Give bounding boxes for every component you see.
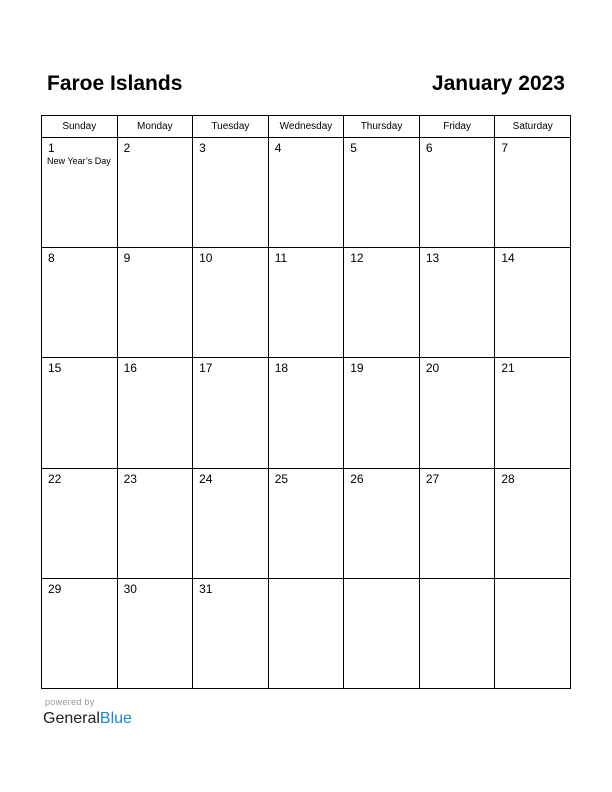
holiday-label: New Year’s Day — [47, 156, 111, 166]
day-number: 20 — [425, 361, 440, 376]
day-number: 1 — [48, 141, 55, 155]
empty-day-cell — [419, 578, 495, 688]
day-number: 15 — [48, 361, 62, 376]
day-cell — [495, 138, 571, 248]
day-cell — [193, 138, 269, 248]
day-number: 12 — [350, 251, 364, 266]
day-cell — [419, 468, 495, 578]
month-year-title: January 2023 — [431, 72, 565, 95]
week-row — [42, 248, 571, 358]
day-number: 24 — [199, 471, 213, 486]
day-cell — [268, 138, 344, 248]
day-cell — [268, 248, 344, 358]
day-number: 10 — [199, 251, 213, 266]
day-cell — [344, 248, 420, 358]
day-cell — [495, 358, 571, 468]
day-cell — [42, 358, 118, 468]
day-number: 6 — [425, 141, 433, 155]
country-title: Faroe Islands — [47, 72, 183, 95]
weekday-header-wednesday: Wednesday — [268, 116, 344, 138]
week-row — [42, 578, 571, 688]
day-cell — [419, 248, 495, 358]
day-cell — [344, 358, 420, 468]
day-cell — [193, 578, 269, 688]
day-number: 13 — [425, 251, 440, 266]
day-cell — [117, 138, 193, 248]
day-number: 7 — [501, 141, 509, 155]
day-cell — [42, 468, 118, 578]
empty-day-cell — [495, 578, 571, 688]
week-row — [42, 358, 571, 468]
day-number: 17 — [199, 361, 213, 376]
week-row — [42, 468, 571, 578]
day-number: 4 — [274, 141, 282, 155]
day-cell — [495, 248, 571, 358]
empty-day-cell — [268, 578, 344, 688]
powered-by-label: powered by — [45, 697, 95, 707]
day-number: 27 — [425, 471, 440, 486]
day-number: 9 — [123, 251, 131, 266]
day-number: 8 — [48, 251, 55, 266]
day-cell — [42, 248, 118, 358]
day-number: 25 — [274, 471, 289, 486]
day-cell — [193, 248, 269, 358]
day-number: 28 — [501, 471, 515, 486]
week-row — [42, 138, 571, 248]
day-number: 26 — [350, 471, 364, 486]
weekday-header-saturday: Saturday — [495, 116, 571, 138]
day-number: 19 — [350, 361, 364, 376]
day-number: 16 — [123, 361, 137, 376]
day-cell — [42, 578, 118, 688]
weekday-header-monday: Monday — [117, 116, 193, 138]
day-number: 18 — [274, 361, 289, 376]
day-number: 11 — [274, 251, 288, 266]
day-number: 14 — [501, 251, 515, 266]
calendar-grid — [41, 115, 571, 689]
empty-day-cell — [344, 578, 420, 688]
generalblue-logo[interactable] — [43, 709, 132, 729]
day-cell — [117, 468, 193, 578]
day-number: 31 — [199, 581, 213, 596]
day-cell — [117, 578, 193, 688]
day-number: 30 — [123, 581, 137, 596]
weekday-header-friday: Friday — [419, 116, 495, 138]
day-cell — [419, 358, 495, 468]
day-cell — [268, 358, 344, 468]
weekday-header-row — [42, 116, 571, 138]
day-cell — [117, 248, 193, 358]
day-number: 23 — [123, 471, 137, 486]
day-cell — [193, 358, 269, 468]
day-number: 5 — [350, 141, 357, 155]
day-cell — [495, 468, 571, 578]
day-cell — [268, 468, 344, 578]
day-number: 2 — [123, 141, 131, 155]
logo-text-general: General — [43, 710, 100, 727]
day-cell — [193, 468, 269, 578]
weekday-header-thursday: Thursday — [344, 116, 420, 138]
weekday-header-tuesday: Tuesday — [193, 116, 269, 138]
logo-text-blue: Blue — [99, 710, 132, 727]
weekday-header-sunday: Sunday — [42, 116, 118, 138]
day-cell — [42, 138, 118, 248]
day-number: 21 — [501, 361, 515, 376]
footer-branding — [43, 697, 132, 729]
day-cell — [117, 358, 193, 468]
day-cell — [344, 138, 420, 248]
day-cell — [344, 468, 420, 578]
day-number: 22 — [48, 471, 62, 486]
day-number: 29 — [48, 581, 62, 596]
day-cell — [419, 138, 495, 248]
day-number: 3 — [199, 141, 206, 155]
